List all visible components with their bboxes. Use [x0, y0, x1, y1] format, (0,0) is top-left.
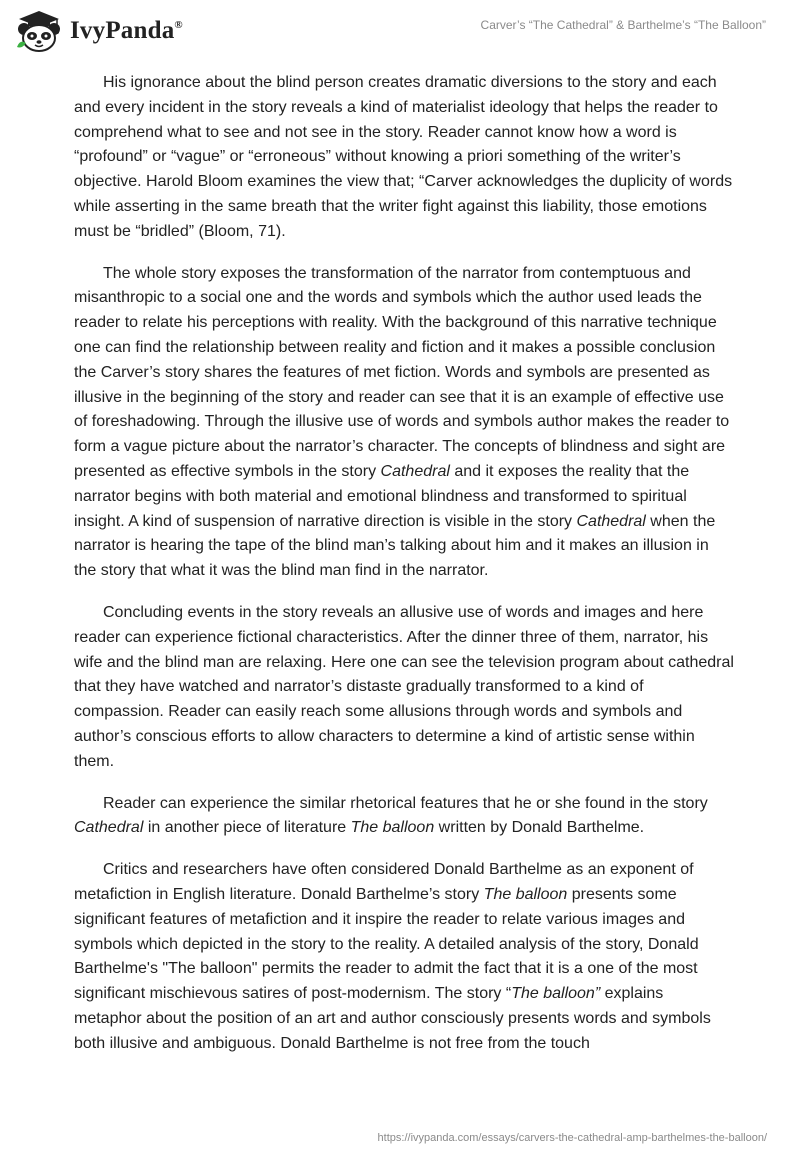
essay-body: [74, 71, 734, 1073]
paragraph-text: Concluding events in the story reveals an allusive use of words and images and here reader can experience fictional characteristics. After the dinner three of them, narrator, his wife and the blind man are relaxing. Here one can see the television program about cathedral that they have watched and narrator’s distaste gradually transformed to a kind of compassion. Reader can easily reach some allusions through words and symbols and author’s conscious efforts to allow characters to determine a kind of artistic sense within them.: [74, 603, 734, 770]
paragraph-text: when the narrator is hearing the tape of the blind man’s talking about him and it makes an illusion in the story that what it was the blind man find in the narrator.: [74, 512, 716, 580]
essay-paragraph: [74, 858, 734, 1056]
document-title: Carver’s “The Cathedral” & Barthelme’s “The Balloon”: [480, 18, 766, 32]
italic-title-text: The balloon: [483, 885, 568, 903]
paragraph-text: and it exposes the reality that the narrator begins with both material and emotional blindness and transformed to spiritual insight. A kind of suspension of narrative direction is visible in the story: [74, 462, 690, 530]
paragraph-text: written by Donald Barthelme.: [434, 819, 645, 837]
essay-paragraph: [74, 792, 734, 842]
italic-title-text: The balloon”: [511, 985, 601, 1003]
brand-name: IvyPanda®: [70, 17, 183, 44]
italic-title-text: The balloon: [350, 819, 435, 837]
ivypanda-logo[interactable]: [14, 9, 183, 53]
paragraph-text: explains metaphor about the position of an art and author consciously presents words and symbols both illusive and ambiguous. Donald Barthelme is not free from the touch: [74, 985, 711, 1052]
essay-paragraph: [74, 262, 734, 584]
italic-title-text: Cathedral: [380, 462, 450, 480]
page-header: [0, 0, 800, 70]
essay-paragraph: [74, 71, 734, 245]
panda-mascot-icon: [14, 9, 64, 53]
paragraph-text: in another piece of literature: [143, 819, 351, 837]
italic-title-text: Cathedral: [576, 512, 646, 530]
paragraph-text: Reader can experience the similar rhetorical features that he or she found in the story: [103, 794, 708, 812]
essay-paragraph: [74, 601, 734, 775]
paragraph-text: His ignorance about the blind person creates dramatic diversions to the story and each and every incident in the story reveals a kind of materialist ideology that helps the reader to comprehend what to see and not see in the story. Reader cannot know how a word is “profound” or “vague” or “erroneous” without knowing a priori something of the writer’s objective. Harold Bloom examines the view that; “Carver acknowledges the duplicity of words while asserting in the same breath that the writer fight against this liability, those emotions must be “bridled” (Bloom, 71).: [74, 74, 733, 240]
italic-title-text: Cathedral: [74, 819, 144, 837]
source-url[interactable]: https://ivypanda.com/essays/carvers-the-cathedral-amp-barthelmes-the-balloon/: [377, 1132, 767, 1144]
paragraph-text: presents some significant features of metafiction and it inspire the reader to relate various images and symbols which depicted in the story to the reality. A detailed analysis of the story, Donald Barthelme's "The balloon" permits the reader to admit the fact that it is a one of the most significant mischievous satires of post-modernism. The story “: [74, 885, 699, 1003]
paragraph-text: Critics and researchers have often considered Donald Barthelme as an exponent of metafiction in English literature. Donald Barthelme’s story: [74, 861, 694, 903]
paragraph-text: The whole story exposes the transformation of the narrator from contemptuous and misanthropic to a social one and the words and symbols which the author used leads the reader to relate his perceptions with reality. With the background of this narrative technique one can find the relationship between reality and fiction and it makes a possible conclusion the Carver’s story shares the features of met fiction. Words and symbols are presented as illusive in the beginning of the story and reader can see that it is an example of effective use of foreshadowing. Through the illusive use of words and symbols author makes the reader to form a vague picture about the narrator’s character. The concepts of blindness and sight are presented as effective symbols in the story: [74, 264, 730, 480]
